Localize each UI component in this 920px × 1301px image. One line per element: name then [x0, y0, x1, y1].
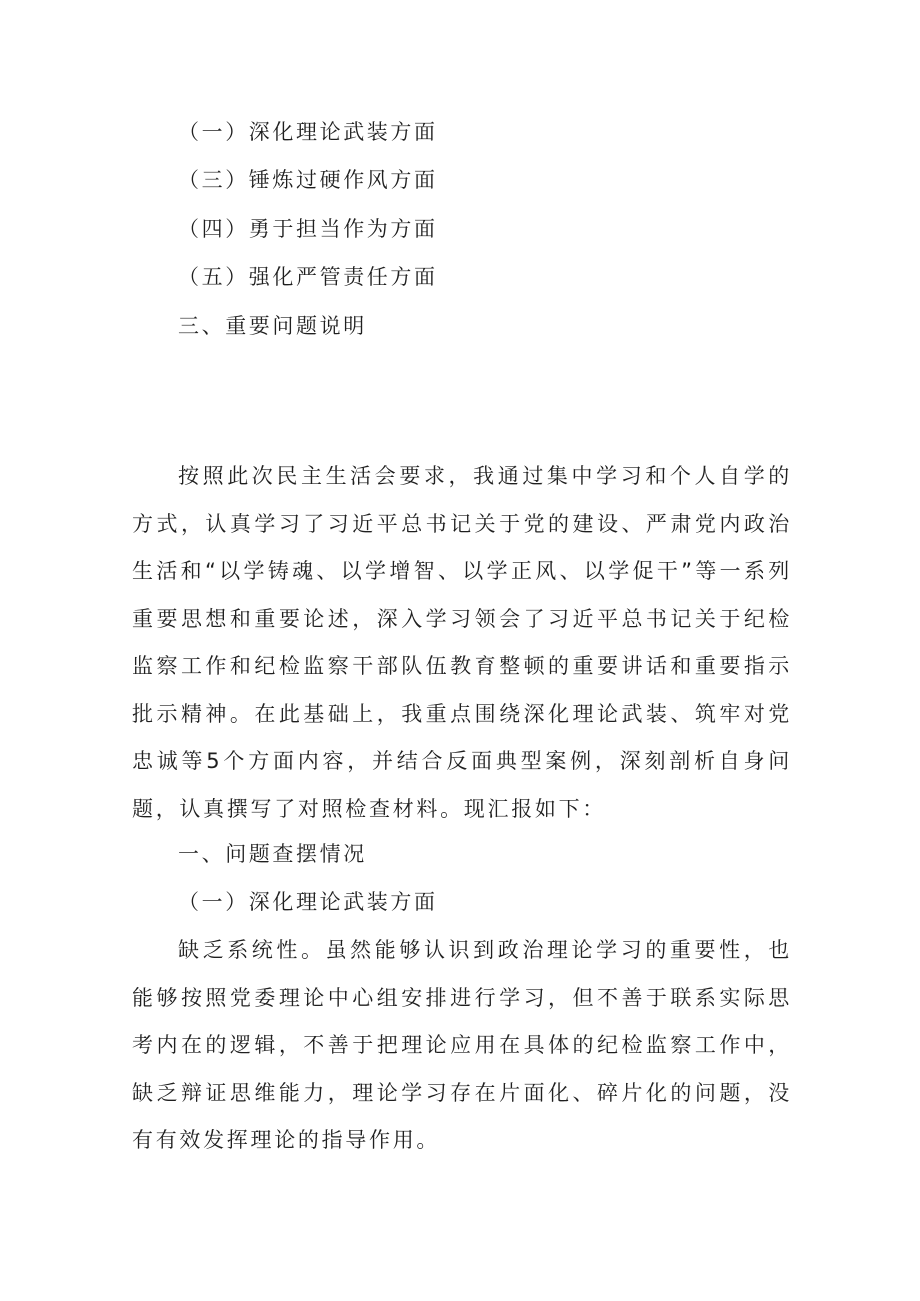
section-one-paragraph: 缺乏系统性。虽然能够认识到政治理论学习的重要性，也能够按照党委理论中心组安排进行学习，但不善于联系实际思考内在的逻辑，不善于把理论应用在具体的纪检监察工作中，缺乏辩证思维能力，理论学习存在片面化、碎片化的问题，没有有效发挥理论的指导作用。: [132, 938, 792, 1152]
intro-paragraph: 按照此次民主生活会要求，我通过集中学习和个人自学的方式，认真学习了习近平总书记关于党的建设、严肃党内政治生活和“以学铸魂、以学增智、以学正风、以学促干”等一系列重要思想和重要论述，深入学习领会了习近平总书记关于纪检监察工作和纪检监察干部队伍教育整顿的重要讲话和重要指示批示精神。在此基础上，我重点围绕深化理论武装、筑牢对党忠诚等5个方面内容，并结合反面典型案例，深刻剖析自身问题，认真撰写了对照检查材料。现汇报如下：: [132, 464, 792, 821]
section-one-heading: 一、问题查摆情况: [178, 842, 367, 866]
toc-item-4: （四）勇于担当作为方面: [178, 217, 438, 241]
toc-item-1: （一）深化理论武装方面: [178, 120, 438, 144]
section-three-heading: 三、重要问题说明: [178, 314, 367, 338]
toc-item-5: （五）强化严管责任方面: [178, 265, 438, 289]
section-one-subheading: （一）深化理论武装方面: [178, 890, 438, 914]
toc-item-3: （三）锤炼过硬作风方面: [178, 168, 438, 192]
